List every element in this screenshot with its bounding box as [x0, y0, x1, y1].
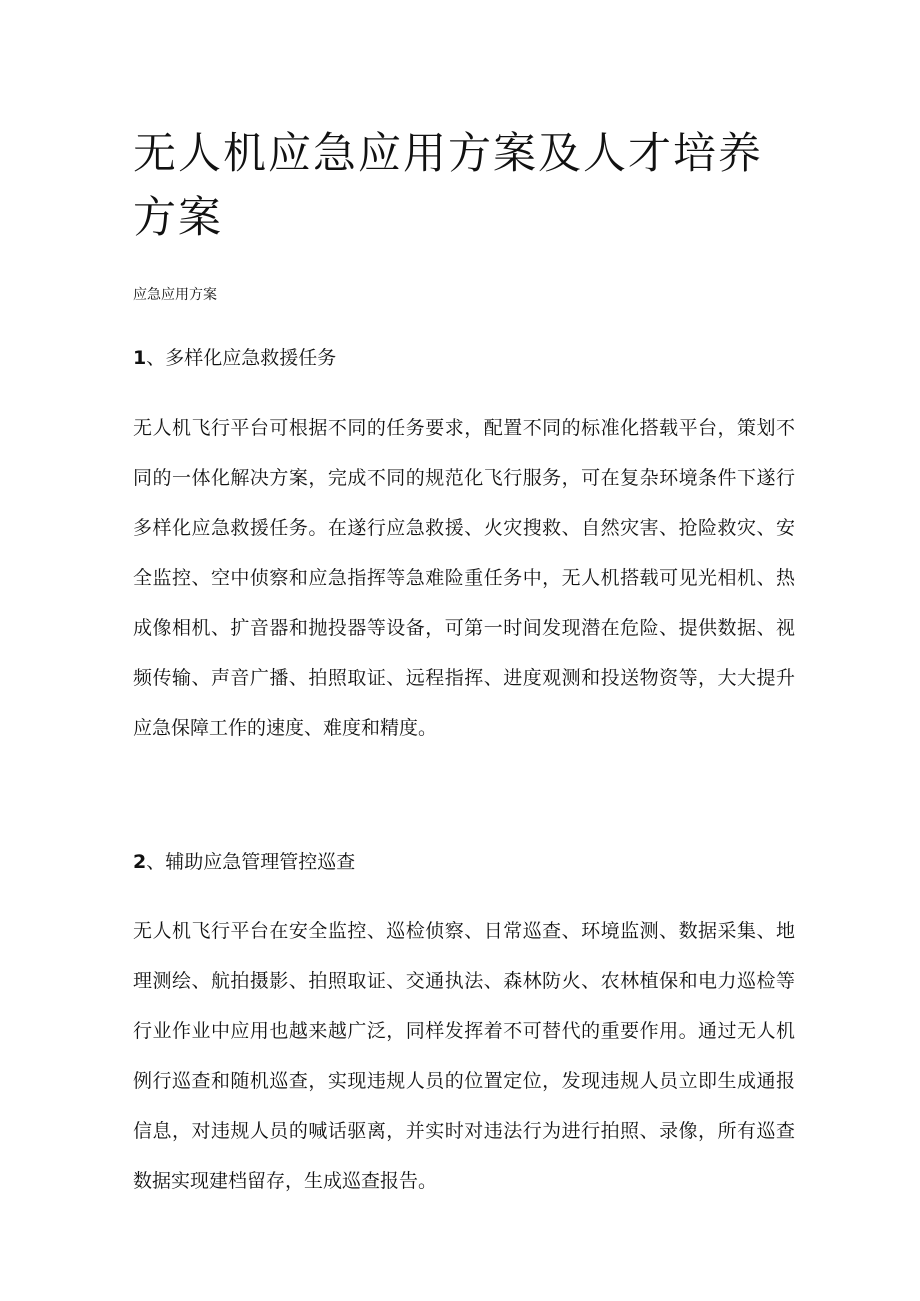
section-body-2: 无人机飞行平台在安全监控、巡检侦察、日常巡查、环境监测、数据采集、地理测绘、航拍摄影、拍照取证、交通执法、森林防火、农林植保和电力巡检等行业作业中应用也越来越广泛，同样发挥着不可替代的重要作用。通过无人机例行巡查和随机巡查，实现违规人员的位置定位，发现违规人员立即生成通报信息，对违规人员的喊话驱离，并实时对违法行为进行拍照、录像，所有巡查数据实现建档留存，生成巡查报告。 [133, 920, 795, 1192]
section-separator-2: 、 [146, 851, 166, 873]
section-heading-2 [133, 849, 355, 875]
section-body-1: 无人机飞行平台可根据不同的任务要求，配置不同的标准化搭载平台，策划不同的一体化解决方案，完成不同的规范化飞行服务，可在复杂环境条件下遂行多样化应急救援任务。在遂行应急救援、火灾搜救、自然灾害、抢险救灾、安全监控、空中侦察和应急指挥等急难险重任务中，无人机搭载可见光相机、热成像相机、扩音器和抛投器等设备，可第一时间发现潜在危险、提供数据、视频传输、声音广播、拍照取证、远程指挥、进度观测和投送物资等，大大提升应急保障工作的速度、难度和精度。 [133, 417, 795, 739]
section-label: 应急应用方案 [133, 287, 217, 303]
document-title: 无人机应急应用方案及人才培养方案 [133, 129, 763, 243]
section-heading-1 [133, 345, 336, 371]
section-separator-1: 、 [146, 347, 166, 369]
section-heading-text-1: 多样化应急救援任务 [165, 347, 337, 369]
section-number-2: 2 [133, 851, 147, 873]
section-heading-text-2: 辅助应急管理管控巡查 [165, 851, 356, 873]
section-number-1: 1 [133, 347, 147, 369]
